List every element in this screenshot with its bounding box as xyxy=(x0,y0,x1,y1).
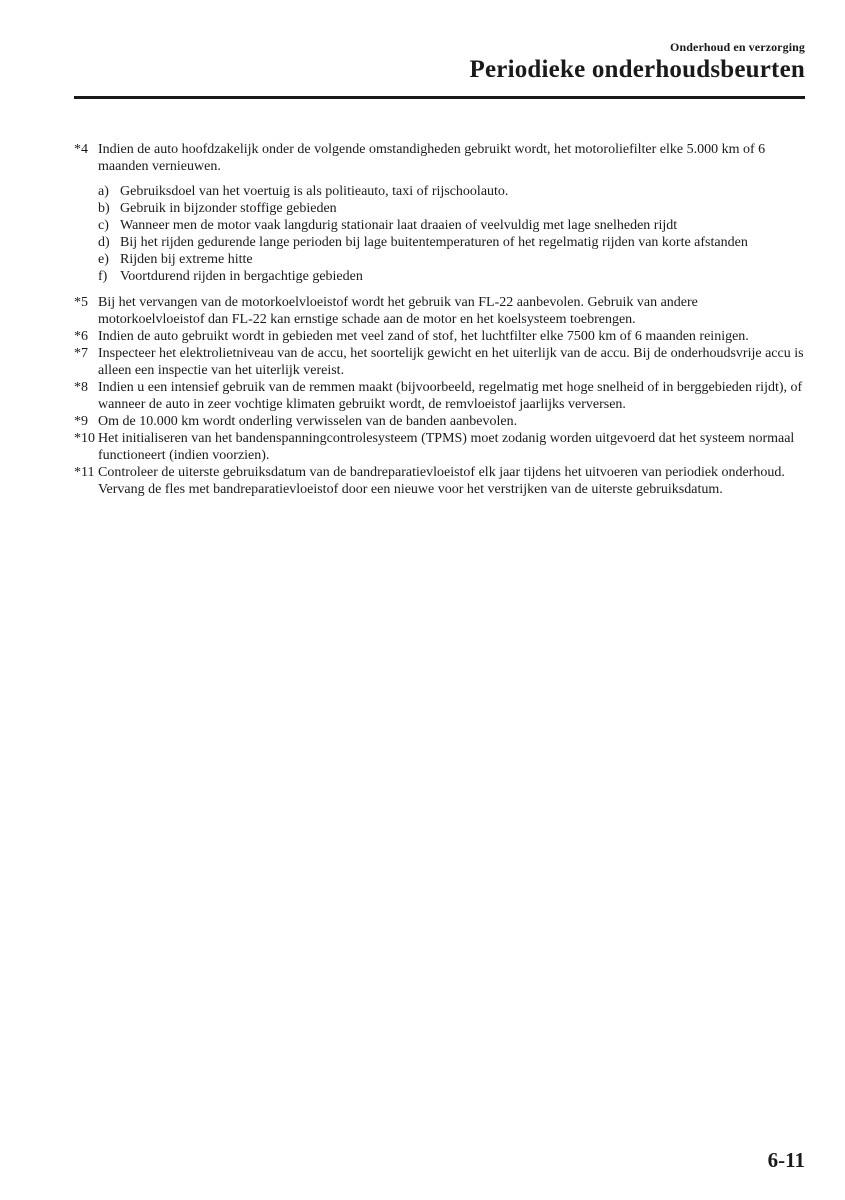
footnote-marker: *11 xyxy=(74,465,95,480)
list-item xyxy=(98,183,804,200)
list-item-text: Gebruik in bijzonder stoffige gebieden xyxy=(120,201,337,216)
section-label: Onderhoud en verzorging xyxy=(670,40,805,54)
footnote-text: Controleer de uiterste gebruiksdatum van de bandreparatievloeistof elk jaar tijdens het uitvoeren van periodiek onderhoud. Vervang de fles met bandreparatievloeistof door een nieuwe voor het verstrijken van de uiterste gebruiksdatum. xyxy=(98,465,785,497)
list-item xyxy=(98,251,804,268)
list-item-marker: b) xyxy=(98,201,110,216)
footnote-7 xyxy=(74,345,804,379)
list-item xyxy=(98,234,804,251)
footnote-text: Bij het vervangen van de motorkoelvloeistof wordt het gebruik van FL-22 aanbevolen. Gebruik van andere motorkoelvloeistof dan FL-22 kan ernstige schade aan de motor en het koelsysteem toebrengen. xyxy=(98,295,698,327)
list-item-marker: d) xyxy=(98,235,110,250)
list-item xyxy=(98,200,804,217)
footnote-text: Indien u een intensief gebruik van de remmen maakt (bijvoorbeeld, regelmatig met hoge snelheid of in berggebieden rijdt), of wanneer de auto in zeer vochtige klimaten gebruikt wordt, de remvloeistof jaarlijks verversen. xyxy=(98,380,803,412)
footnote-text: Het initialiseren van het bandenspanningcontrolesysteem (TPMS) moet zodanig worden uitgevoerd dat het systeem normaal functioneert (indien voorzien). xyxy=(98,431,795,463)
footnote-marker: *10 xyxy=(74,431,95,446)
list-item-marker: a) xyxy=(98,184,109,199)
footnote-marker: *5 xyxy=(74,295,88,310)
footnote-text: Inspecteer het elektrolietniveau van de accu, het soortelijk gewicht en het uiterlijk van de accu. Bij de onderhoudsvrije accu is alleen een inspectie van het uiterlijk vereist. xyxy=(98,346,804,378)
list-item-marker: c) xyxy=(98,218,109,233)
footnotes xyxy=(74,141,804,498)
footnote-11 xyxy=(74,464,804,498)
page-title: Periodieke onderhoudsbeurten xyxy=(469,56,805,83)
footnote-text: Indien de auto hoofdzakelijk onder de volgende omstandigheden gebruikt wordt, het motoroliefilter elke 5.000 km of 6 maanden vernieuwen. xyxy=(98,142,766,174)
header-divider xyxy=(74,96,805,99)
list-item-marker: e) xyxy=(98,252,109,267)
footnote-10 xyxy=(74,430,804,464)
page-number: 6-11 xyxy=(767,1148,805,1172)
list-item-text: Wanneer men de motor vaak langdurig stationair laat draaien of veelvuldig met lage snelheden rijdt xyxy=(120,218,678,233)
list-item xyxy=(98,268,804,285)
footnote-text: Om de 10.000 km wordt onderling verwisselen van de banden aanbevolen. xyxy=(98,414,518,429)
footnote-marker: *8 xyxy=(74,380,88,395)
list-item-marker: f) xyxy=(98,269,108,284)
footnote-marker: *6 xyxy=(74,329,88,344)
footnote-4 xyxy=(74,141,804,285)
list-item-text: Voortdurend rijden in bergachtige gebieden xyxy=(120,269,363,284)
footnote-marker: *4 xyxy=(74,142,88,157)
footnote-marker: *7 xyxy=(74,346,88,361)
footnote-5 xyxy=(74,294,804,328)
footnote-9 xyxy=(74,413,804,430)
footnote-8 xyxy=(74,379,804,413)
list-item-text: Gebruiksdoel van het voertuig is als politieauto, taxi of rijschoolauto. xyxy=(120,184,509,199)
footnote-6 xyxy=(74,328,804,345)
list-item-text: Bij het rijden gedurende lange perioden bij lage buitentemperaturen of het regelmatig rijden van korte afstanden xyxy=(120,235,748,250)
footnote-marker: *9 xyxy=(74,414,88,429)
list-item-text: Rijden bij extreme hitte xyxy=(120,252,253,267)
footnote-text: Indien de auto gebruikt wordt in gebieden met veel zand of stof, het luchtfilter elke 7500 km of 6 maanden reinigen. xyxy=(98,329,749,344)
list-item xyxy=(98,217,804,234)
conditions-list xyxy=(98,183,804,285)
